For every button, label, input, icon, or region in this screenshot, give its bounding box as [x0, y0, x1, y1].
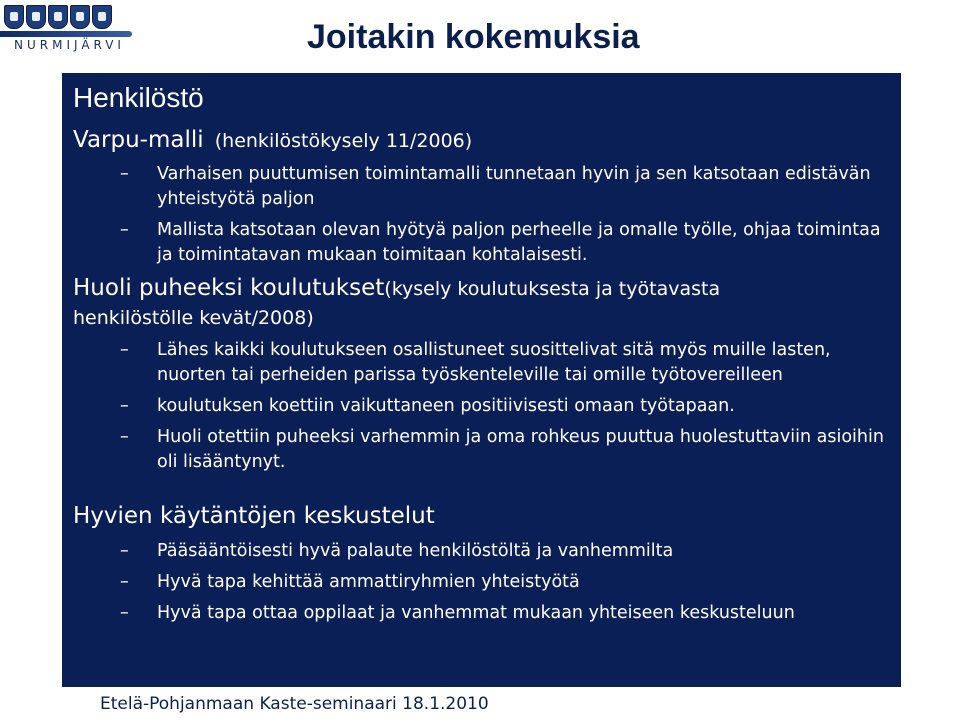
huoli-note: (kysely koulutuksesta ja työtavasta: [384, 278, 721, 300]
heading-hyvien: Hyvien käytäntöjen keskustelut: [73, 503, 435, 529]
list-item: – koulutuksen koettiin vaikuttaneen positiivisesti omaan työtapaan.: [120, 396, 735, 416]
list-item: – Varhaisen puuttumisen toimintamalli tunnetaan hyvin ja sen katsotaan edistävän yhteistyötä paljon: [120, 164, 871, 209]
coat-of-arms-icon: [4, 5, 24, 29]
coat-of-arms-icon: [48, 5, 68, 29]
nurmijarvi-logo: [0, 0, 135, 60]
logo-swoosh: [0, 31, 132, 37]
list-item: – Lähes kaikki koulutukseen osallistuneet suosittelivat sitä myös muille lasten, nuorten tai perheiden parissa työskenteleville tai omille työtovereilleen: [120, 340, 831, 385]
coat-of-arms-icon: [70, 5, 90, 29]
list-item: – Hyvä tapa kehittää ammattiryhmien yhteistyötä: [120, 572, 580, 592]
list-item: – Mallista katsotaan olevan hyötyä paljon perheelle ja omalle työlle, ohjaa toimintaa ja toimintatavan mukaan toimitaan kohtalaisesti.: [120, 220, 881, 265]
huoli-title: Huoli puheeksi koulutukset: [73, 275, 385, 301]
content-panel: [62, 73, 901, 687]
varpu-note: (henkilöstökysely 11/2006): [214, 130, 473, 152]
heading-huoli: [73, 274, 720, 333]
list-item: – Pääsääntöisesti hyvä palaute henkilöstöltä ja vanhemmilta: [120, 541, 674, 561]
list-item: – Hyvä tapa ottaa oppilaat ja vanhemmat mukaan yhteiseen keskusteluun: [120, 603, 795, 623]
list-item: – Huoli otettiin puheeksi varhemmin ja oma rohkeus puuttua huolestuttaviin asioihin oli lisääntynyt.: [120, 427, 884, 472]
logo-name: NURMIJÄRVI: [14, 38, 125, 52]
heading-varpu: [73, 127, 472, 153]
hyvien-bullets: [120, 539, 795, 626]
varpu-bullets: [120, 162, 901, 268]
coat-of-arms-icon: [92, 5, 112, 29]
huoli-bullets: [120, 338, 901, 475]
heading-henkilosto: Henkilöstö: [73, 82, 204, 113]
page-title: Joitakin kokemuksia: [307, 18, 640, 56]
coat-of-arms-icon: [26, 5, 46, 29]
footer-text: Etelä-Pohjanmaan Kaste-seminaari 18.1.2010: [100, 694, 489, 714]
huoli-note-2: henkilöstölle kevät/2008): [73, 307, 314, 329]
varpu-title: Varpu-malli: [73, 127, 204, 153]
